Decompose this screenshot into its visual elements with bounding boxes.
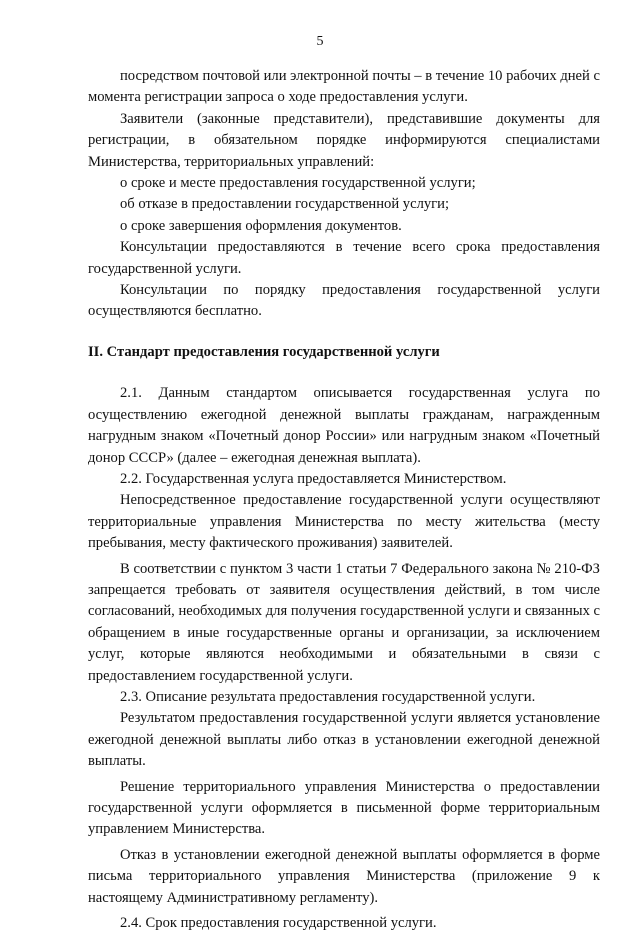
paragraph-postal-deadline: посредством почтовой или электронной почты – в течение 10 рабочих дней с момента регистрации запроса о ходе предоставления услуги.: [88, 68, 600, 106]
list-item: об отказе в предоставлении государственной услуги;: [120, 196, 450, 213]
paragraph-result: Результатом предоставления государственной услуги является установление ежегодной денежной выплаты либо отказ в установлении ежегодной денежной выплаты.: [88, 710, 600, 770]
paragraph-federal-law: В соответствии с пунктом 3 части 1 статьи 7 Федерального закона № 210-ФЗ запрещается требовать от заявителя осуществления действий, в том числе согласований, необходимых для получения государственной услуги и связанных с обращением в иные государственные органы и организации, за исключением услуг, которые являются необходимыми и обязательными в связи с предоставлением государственной услуги.: [88, 560, 600, 684]
document-body: [88, 66, 600, 934]
paragraph-direct-provision: Непосредственное предоставление государственной услуги осуществляют территориальные управления Министерства по месту жительства (месту пребывания, месту фактического проживания) заявителей.: [88, 492, 600, 552]
list-item: о сроке завершения оформления документов.: [120, 217, 402, 234]
paragraph-refusal: Отказ в установлении ежегодной денежной выплаты оформляется в форме письма территориального управления Министерства (приложение 9 к настоящему Административному регламенту).: [88, 846, 600, 906]
list-item: о сроке и месте предоставления государственной услуги;: [120, 175, 476, 192]
paragraph-2-4: 2.4. Срок предоставления государственной услуги.: [120, 915, 437, 932]
paragraph-2-2: 2.2. Государственная услуга предоставляется Министерством.: [120, 470, 507, 487]
paragraph-2-1: 2.1. Данным стандартом описывается государственная услуга по осуществлению ежегодной денежной выплаты гражданам, награжденным нагрудным знаком «Почетный донор России» или нагрудным знаком «Почетный донор СССР» (далее – ежегодная денежная выплата).: [88, 385, 600, 466]
paragraph-consultations-free: Консультации по порядку предоставления государственной услуги осуществляются бесплатно.: [88, 282, 600, 320]
page-number: 5: [316, 34, 324, 49]
paragraph-consultations-period: Консультации предоставляются в течение всего срока предоставления государственной услуги.: [88, 239, 600, 277]
paragraph-decision: Решение территориального управления Министерства о предоставлении государственной услуги оформляется в письменной форме территориальным управлением Министерства.: [88, 778, 600, 838]
paragraph-2-3: 2.3. Описание результата предоставления государственной услуги.: [120, 688, 536, 705]
paragraph-applicants-informed: Заявители (законные представители), представившие документы для регистрации, в обязательном порядке информируются специалистами Министерства, территориальных управлений:: [88, 110, 600, 170]
section-heading: II. Стандарт предоставления государственной услуги: [88, 343, 440, 360]
